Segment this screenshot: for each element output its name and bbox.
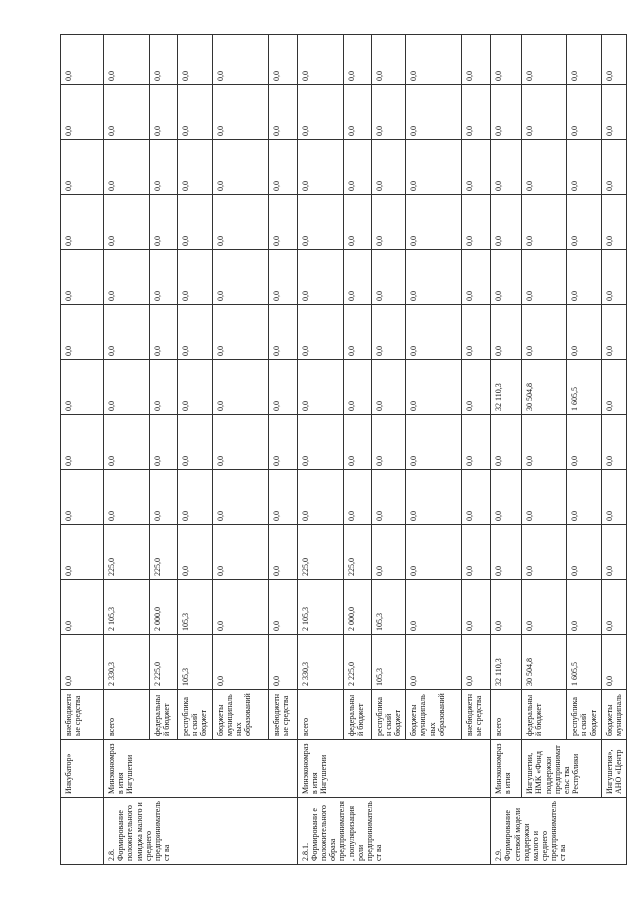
funding-source-cell: всего	[297, 690, 343, 740]
value-cell: 0,0	[491, 415, 522, 470]
value-cell: 0,0	[178, 140, 213, 195]
value-cell: 0,0	[601, 470, 626, 525]
executor-cell: Минэкономразв ития Ингушетии	[297, 740, 491, 798]
value-cell: 0,0	[522, 195, 567, 250]
value-cell: 0,0	[371, 525, 406, 580]
value-cell: 0,0	[104, 360, 150, 415]
value-cell: 0,0	[462, 305, 491, 360]
value-cell: 0,0	[601, 195, 626, 250]
table-row	[601, 35, 626, 865]
value-cell: 0,0	[178, 415, 213, 470]
value-cell: 0,0	[297, 250, 343, 305]
value-cell: 0,0	[343, 195, 371, 250]
value-cell: 0,0	[522, 305, 567, 360]
value-cell: 0,0	[150, 360, 178, 415]
value-cell: 30 504,8	[522, 635, 567, 690]
value-cell: 0,0	[522, 415, 567, 470]
budget-table	[60, 34, 627, 865]
task-cell: 2.8.1. Формировани е положительного образа предпринимателя, популяризация роли предпринимательст ва	[297, 798, 491, 865]
value-cell: 0,0	[522, 140, 567, 195]
value-cell: 2 225,0	[343, 635, 371, 690]
value-cell: 0,0	[567, 525, 602, 580]
value-cell: 0,0	[343, 415, 371, 470]
value-cell: 0,0	[61, 305, 104, 360]
value-cell: 0,0	[104, 85, 150, 140]
value-cell: 0,0	[567, 305, 602, 360]
value-cell: 0,0	[406, 35, 462, 85]
value-cell: 0,0	[522, 525, 567, 580]
task-cell: 2.8. Формирование положительного имиджа малого и среднего предпринимательст ва	[104, 798, 298, 865]
value-cell: 0,0	[567, 195, 602, 250]
value-cell: 0,0	[178, 470, 213, 525]
value-cell: 0,0	[212, 250, 268, 305]
value-cell: 225,0	[343, 525, 371, 580]
value-cell: 0,0	[406, 525, 462, 580]
value-cell: 2 330,3	[297, 635, 343, 690]
value-cell: 0,0	[61, 35, 104, 85]
value-cell: 0,0	[104, 415, 150, 470]
value-cell: 0,0	[104, 195, 150, 250]
value-cell: 0,0	[297, 305, 343, 360]
value-cell: 0,0	[406, 305, 462, 360]
funding-source-cell: республикан ский бюджет	[567, 690, 602, 740]
value-cell: 0,0	[491, 305, 522, 360]
funding-source-cell: республикан ский бюджет	[371, 690, 406, 740]
funding-source-cell: всего	[104, 690, 150, 740]
value-cell: 0,0	[61, 360, 104, 415]
value-cell: 0,0	[268, 250, 297, 305]
value-cell: 2 105,3	[297, 580, 343, 635]
value-cell: 0,0	[212, 635, 268, 690]
value-cell: 105,3	[371, 635, 406, 690]
value-cell: 0,0	[268, 525, 297, 580]
value-cell: 0,0	[601, 635, 626, 690]
value-cell: 0,0	[61, 580, 104, 635]
table-row	[104, 35, 150, 865]
funding-source-cell: федеральны й бюджет	[522, 690, 567, 740]
value-cell: 0,0	[61, 195, 104, 250]
value-cell: 0,0	[104, 305, 150, 360]
value-cell: 0,0	[297, 470, 343, 525]
value-cell: 0,0	[462, 470, 491, 525]
value-cell: 0,0	[601, 415, 626, 470]
value-cell: 0,0	[178, 35, 213, 85]
value-cell: 0,0	[212, 580, 268, 635]
value-cell: 0,0	[462, 635, 491, 690]
value-cell: 0,0	[567, 415, 602, 470]
value-cell: 0,0	[462, 580, 491, 635]
value-cell: 0,0	[178, 525, 213, 580]
funding-source-cell: внебюджетн ые средства	[268, 690, 297, 740]
value-cell: 2 000,0	[343, 580, 371, 635]
value-cell: 0,0	[462, 140, 491, 195]
value-cell: 105,3	[178, 635, 213, 690]
table-row	[61, 35, 104, 865]
value-cell: 0,0	[462, 250, 491, 305]
value-cell: 0,0	[268, 305, 297, 360]
value-cell: 0,0	[178, 195, 213, 250]
value-cell: 0,0	[491, 35, 522, 85]
value-cell: 0,0	[601, 250, 626, 305]
funding-source-cell: внебюджетн ые средства	[61, 690, 104, 740]
value-cell: 0,0	[150, 140, 178, 195]
value-cell: 0,0	[522, 580, 567, 635]
value-cell: 0,0	[491, 250, 522, 305]
value-cell: 0,0	[343, 250, 371, 305]
value-cell: 0,0	[268, 580, 297, 635]
value-cell: 0,0	[150, 305, 178, 360]
value-cell: 0,0	[601, 85, 626, 140]
value-cell: 0,0	[178, 250, 213, 305]
value-cell: 0,0	[491, 195, 522, 250]
executor-cell: Ингушетии, НМК «Фонд поддержки предпринимательс тва Республики	[522, 740, 602, 798]
value-cell: 0,0	[406, 360, 462, 415]
value-cell: 0,0	[406, 580, 462, 635]
value-cell: 0,0	[406, 85, 462, 140]
value-cell: 0,0	[212, 195, 268, 250]
value-cell: 0,0	[61, 250, 104, 305]
value-cell: 2 105,3	[104, 580, 150, 635]
value-cell: 0,0	[343, 360, 371, 415]
value-cell: 0,0	[522, 85, 567, 140]
value-cell: 0,0	[522, 250, 567, 305]
value-cell: 105,3	[178, 580, 213, 635]
value-cell: 0,0	[212, 525, 268, 580]
value-cell: 0,0	[522, 470, 567, 525]
value-cell: 32 110,3	[491, 360, 522, 415]
executor-cell: Ингушетия», АНО «Центр	[601, 740, 626, 798]
funding-source-cell: бюджеты муниципаль ных образований	[406, 690, 462, 740]
value-cell: 0,0	[104, 470, 150, 525]
value-cell: 0,0	[297, 35, 343, 85]
value-cell: 0,0	[371, 195, 406, 250]
value-cell: 0,0	[567, 470, 602, 525]
value-cell: 0,0	[212, 415, 268, 470]
value-cell: 2 000,0	[150, 580, 178, 635]
value-cell: 0,0	[371, 85, 406, 140]
funding-source-cell: республикан ский бюджет	[178, 690, 213, 740]
funding-source-cell: бюджеты муниципаль ных образований	[212, 690, 268, 740]
value-cell: 225,0	[150, 525, 178, 580]
executor-cell: Минэкономразв ития	[491, 740, 522, 798]
value-cell: 0,0	[406, 250, 462, 305]
value-cell: 0,0	[343, 35, 371, 85]
value-cell: 0,0	[268, 360, 297, 415]
value-cell: 0,0	[104, 35, 150, 85]
value-cell: 0,0	[297, 360, 343, 415]
value-cell: 0,0	[268, 195, 297, 250]
value-cell: 0,0	[567, 140, 602, 195]
value-cell: 0,0	[297, 415, 343, 470]
value-cell: 0,0	[178, 85, 213, 140]
value-cell: 0,0	[343, 470, 371, 525]
value-cell: 0,0	[212, 470, 268, 525]
value-cell: 0,0	[406, 140, 462, 195]
funding-source-cell: всего	[491, 690, 522, 740]
value-cell: 0,0	[601, 35, 626, 85]
value-cell: 0,0	[150, 195, 178, 250]
value-cell: 0,0	[297, 85, 343, 140]
value-cell: 32 110,3	[491, 635, 522, 690]
value-cell: 0,0	[61, 415, 104, 470]
value-cell: 105,3	[371, 580, 406, 635]
value-cell: 2 330,3	[104, 635, 150, 690]
value-cell: 0,0	[212, 360, 268, 415]
value-cell: 0,0	[491, 470, 522, 525]
executor-cell: Минэкономразв ития Ингушетии	[104, 740, 298, 798]
value-cell: 0,0	[268, 415, 297, 470]
value-cell: 0,0	[61, 635, 104, 690]
value-cell: 0,0	[601, 360, 626, 415]
value-cell: 0,0	[462, 415, 491, 470]
value-cell: 0,0	[343, 140, 371, 195]
value-cell: 1 605,5	[567, 635, 602, 690]
funding-source-cell: федеральны й бюджет	[150, 690, 178, 740]
value-cell: 0,0	[61, 140, 104, 195]
value-cell: 0,0	[212, 305, 268, 360]
value-cell: 0,0	[297, 140, 343, 195]
value-cell: 0,0	[491, 140, 522, 195]
value-cell: 0,0	[371, 470, 406, 525]
value-cell: 30 504,8	[522, 360, 567, 415]
value-cell: 0,0	[462, 360, 491, 415]
value-cell: 0,0	[601, 525, 626, 580]
task-cell: 2.9. Формирование сетевой модели поддержки малого и среднего предпринимательст ва	[491, 798, 627, 865]
value-cell: 0,0	[567, 35, 602, 85]
value-cell: 0,0	[491, 525, 522, 580]
value-cell: 0,0	[371, 140, 406, 195]
funding-source-cell: бюджеты муниципаль	[601, 690, 626, 740]
value-cell: 0,0	[371, 305, 406, 360]
value-cell: 0,0	[297, 195, 343, 250]
value-cell: 0,0	[371, 250, 406, 305]
funding-source-cell: внебюджетн ые средства	[462, 690, 491, 740]
value-cell: 0,0	[61, 470, 104, 525]
value-cell: 0,0	[150, 35, 178, 85]
value-cell: 225,0	[104, 525, 150, 580]
table-row	[297, 35, 343, 865]
value-cell: 0,0	[150, 415, 178, 470]
value-cell: 0,0	[268, 140, 297, 195]
value-cell: 0,0	[491, 85, 522, 140]
value-cell: 0,0	[61, 85, 104, 140]
value-cell: 0,0	[268, 85, 297, 140]
executor-cell: Инкубатор»	[61, 740, 104, 798]
value-cell: 0,0	[212, 35, 268, 85]
value-cell: 0,0	[567, 85, 602, 140]
value-cell: 0,0	[371, 415, 406, 470]
value-cell: 0,0	[212, 140, 268, 195]
value-cell: 0,0	[371, 35, 406, 85]
value-cell: 0,0	[61, 525, 104, 580]
value-cell: 0,0	[567, 250, 602, 305]
value-cell: 225,0	[297, 525, 343, 580]
value-cell: 0,0	[462, 525, 491, 580]
value-cell: 0,0	[178, 305, 213, 360]
value-cell: 0,0	[601, 140, 626, 195]
value-cell: 0,0	[268, 635, 297, 690]
value-cell: 0,0	[104, 140, 150, 195]
funding-source-cell: федеральны й бюджет	[343, 690, 371, 740]
value-cell: 0,0	[150, 85, 178, 140]
rotated-page	[60, 40, 623, 865]
value-cell: 0,0	[406, 415, 462, 470]
value-cell: 0,0	[178, 360, 213, 415]
value-cell: 0,0	[268, 470, 297, 525]
value-cell: 0,0	[462, 195, 491, 250]
value-cell: 0,0	[212, 85, 268, 140]
value-cell: 1 605,5	[567, 360, 602, 415]
table-row	[522, 35, 567, 865]
value-cell: 0,0	[406, 195, 462, 250]
value-cell: 0,0	[491, 580, 522, 635]
value-cell: 2 225,0	[150, 635, 178, 690]
value-cell: 0,0	[522, 35, 567, 85]
value-cell: 0,0	[567, 580, 602, 635]
value-cell: 0,0	[104, 250, 150, 305]
task-cell	[61, 798, 104, 865]
value-cell: 0,0	[371, 360, 406, 415]
table-row	[491, 35, 522, 865]
value-cell: 0,0	[462, 85, 491, 140]
value-cell: 0,0	[268, 35, 297, 85]
value-cell: 0,0	[462, 35, 491, 85]
value-cell: 0,0	[601, 580, 626, 635]
value-cell: 0,0	[406, 635, 462, 690]
value-cell: 0,0	[343, 85, 371, 140]
value-cell: 0,0	[601, 305, 626, 360]
value-cell: 0,0	[150, 470, 178, 525]
value-cell: 0,0	[406, 470, 462, 525]
value-cell: 0,0	[150, 250, 178, 305]
value-cell: 0,0	[343, 305, 371, 360]
